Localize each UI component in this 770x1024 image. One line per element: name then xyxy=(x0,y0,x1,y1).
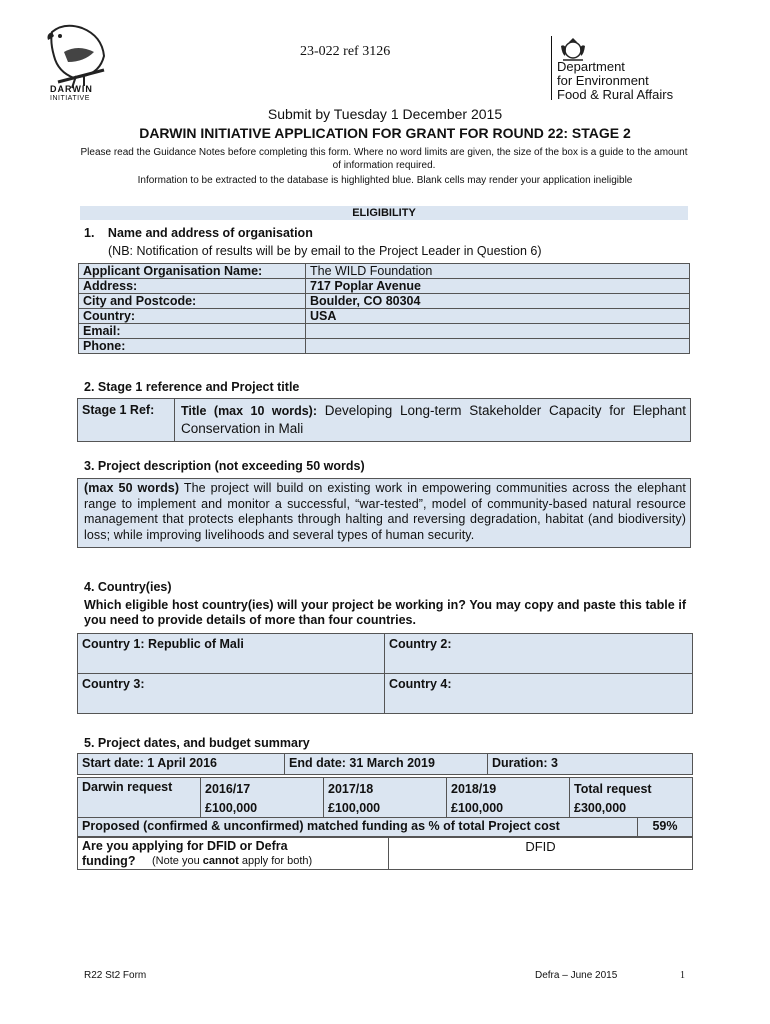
logo-sub: INITIATIVE xyxy=(50,95,90,102)
table-row xyxy=(78,399,691,442)
q1-subnote: (NB: Notification of results will be by email to the Project Leader in Question 6) xyxy=(108,244,542,258)
reference-number: 23-022 ref 3126 xyxy=(300,44,391,59)
address-label: Address: xyxy=(79,279,306,294)
page-number: 1 xyxy=(680,970,685,981)
darwin-request-label: Darwin request xyxy=(78,778,201,819)
eligibility-banner: ELIGIBILITY xyxy=(80,206,688,220)
org-name-value[interactable]: The WILD Foundation xyxy=(306,264,690,279)
year-3-amount: £100,000 xyxy=(451,801,504,815)
darwin-logo-text xyxy=(50,85,93,103)
note-post: apply for both) xyxy=(238,855,313,867)
matched-funding-value[interactable]: 59% xyxy=(638,818,693,837)
note-bold: cannot xyxy=(202,855,239,867)
year-1-cell[interactable] xyxy=(201,778,324,819)
funding-source-question: Are you applying for DFID or Defra funding? xyxy=(82,839,288,868)
table-row xyxy=(79,309,690,324)
total-request-cell[interactable] xyxy=(570,778,693,819)
q1-number: 1. xyxy=(84,226,95,240)
funding-source-value[interactable]: DFID xyxy=(389,838,693,870)
q1-heading xyxy=(84,226,313,240)
q2-heading: 2. Stage 1 reference and Project title xyxy=(84,380,300,394)
table-row xyxy=(78,838,693,870)
table-row xyxy=(79,294,690,309)
q1-title: Name and address of organisation xyxy=(107,226,313,240)
q4-heading: 4. Country(ies) xyxy=(84,580,172,594)
year-3-cell[interactable] xyxy=(447,778,570,819)
country-4-cell[interactable]: Country 4: xyxy=(385,674,693,714)
matched-funding-label: Proposed (confirmed & unconfirmed) matched funding as % of total Project cost xyxy=(78,818,638,837)
database-note: Information to be extracted to the database is highlighted blue. Blank cells may render your application ineligible xyxy=(137,175,633,186)
description-cell[interactable] xyxy=(78,479,691,548)
year-1-label: 2016/17 xyxy=(205,782,251,796)
budget-table xyxy=(77,777,693,819)
table-row xyxy=(78,778,693,819)
dates-table xyxy=(77,753,693,775)
total-request-amount: £300,000 xyxy=(574,801,627,815)
org-name-label: Applicant Organisation Name: xyxy=(79,264,306,279)
email-label: Email: xyxy=(79,324,306,339)
year-2-amount: £100,000 xyxy=(328,801,381,815)
dept-line-1: Department xyxy=(557,59,625,74)
table-row xyxy=(79,279,690,294)
funding-source-table xyxy=(77,837,693,870)
country-3-cell[interactable]: Country 3: xyxy=(78,674,385,714)
defra-department-name xyxy=(557,60,673,102)
description-text: The project will build on existing work in empowering communities across the elephant range to implement and monitor a successful, “war-tested”, model of community-based natural resource management that protects elephants through halting and reversing degradation, habitat (and biodiversity) loss; while improving livelihoods and several types of human security. xyxy=(84,481,687,542)
q5-heading: 5. Project dates, and budget summary xyxy=(84,736,310,750)
table-row xyxy=(79,324,690,339)
year-3-label: 2018/19 xyxy=(451,782,497,796)
defra-divider xyxy=(551,36,552,100)
dept-line-2: for Environment xyxy=(557,73,649,88)
form-title: DARWIN INITIATIVE APPLICATION FOR GRANT FOR ROUND 22: STAGE 2 xyxy=(139,125,631,141)
q4-question: Which eligible host country(ies) will your project be working in? You may copy and paste this table if you need to provide details of more than four countries. xyxy=(84,598,686,627)
table-row xyxy=(78,818,693,837)
organisation-table xyxy=(78,263,690,354)
project-title-table xyxy=(77,398,691,442)
duration-cell[interactable]: Duration: 3 xyxy=(488,754,693,775)
funding-source-label-cell xyxy=(78,838,389,870)
project-title-cell[interactable] xyxy=(175,399,691,442)
city-label: City and Postcode: xyxy=(79,294,306,309)
table-row xyxy=(79,264,690,279)
q3-heading: 3. Project description (not exceeding 50 words) xyxy=(84,459,365,473)
matched-funding-table xyxy=(77,817,693,837)
table-row xyxy=(78,634,693,674)
year-2-cell[interactable] xyxy=(324,778,447,819)
start-date-cell[interactable]: Start date: 1 April 2016 xyxy=(78,754,285,775)
country-value[interactable]: USA xyxy=(306,309,690,324)
address-value[interactable]: 717 Poplar Avenue xyxy=(306,279,690,294)
phone-value[interactable] xyxy=(306,339,690,354)
phone-label: Phone: xyxy=(79,339,306,354)
total-request-label: Total request xyxy=(574,782,652,796)
table-row xyxy=(79,339,690,354)
table-row xyxy=(78,674,693,714)
table-row xyxy=(78,754,693,775)
city-value[interactable]: Boulder, CO 80304 xyxy=(306,294,690,309)
year-1-amount: £100,000 xyxy=(205,801,258,815)
title-value: Developing Long-term Stakeholder Capacity for Elephant Conservation in Mali xyxy=(181,403,686,436)
submit-deadline: Submit by Tuesday 1 December 2015 xyxy=(267,106,503,122)
email-value[interactable] xyxy=(306,324,690,339)
guidance-note: Please read the Guidance Notes before completing this form. Where no word limits are given, the size of the box is a guide to the amount of information required. xyxy=(80,147,688,171)
note-pre: (Note you xyxy=(152,855,203,867)
description-label: (max 50 words) xyxy=(84,481,180,495)
dept-line-3: Food & Rural Affairs xyxy=(557,87,674,102)
description-table xyxy=(77,478,691,548)
country-label: Country: xyxy=(79,309,306,324)
stage1-ref-label: Stage 1 Ref: xyxy=(78,399,175,442)
funding-source-note xyxy=(152,854,384,869)
footer-date: Defra – June 2015 xyxy=(535,970,618,981)
year-2-label: 2017/18 xyxy=(328,782,374,796)
countries-table xyxy=(77,633,693,714)
end-date-cell[interactable]: End date: 31 March 2019 xyxy=(285,754,488,775)
country-1-cell[interactable]: Country 1: Republic of Mali xyxy=(78,634,385,674)
title-label: Title (max 10 words): xyxy=(181,404,317,418)
country-2-cell[interactable]: Country 2: xyxy=(385,634,693,674)
logo-name: DARWIN xyxy=(50,84,93,94)
table-row xyxy=(78,479,691,548)
footer-form-id: R22 St2 Form xyxy=(84,970,147,981)
